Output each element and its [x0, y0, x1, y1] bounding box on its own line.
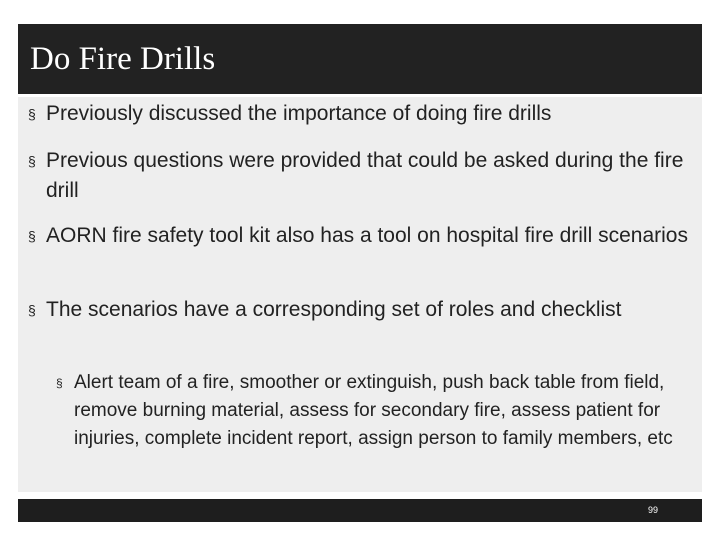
bullet-marker-icon: §: [56, 376, 63, 390]
bullet-item: [28, 146, 700, 206]
bullet-item: [28, 99, 700, 129]
slide-title: Do Fire Drills: [30, 41, 216, 77]
sub-bullet-item: [56, 369, 686, 453]
bullet-text: The scenarios have a corresponding set of roles and checklist: [46, 298, 622, 321]
bullet-item: [28, 221, 700, 251]
bullet-marker-icon: §: [28, 106, 36, 122]
bullet-marker-icon: §: [28, 302, 36, 318]
footer-bar: [18, 499, 702, 522]
bullet-marker-icon: §: [28, 228, 36, 244]
title-bar: [18, 24, 702, 94]
sub-bullet-text: Alert team of a fire, smoother or extinguish, push back table from field, remove burning material, assess for secondary fire, assess patient for injuries, complete incident report, assign person to family members, etc: [74, 372, 673, 449]
bullet-text: Previous questions were provided that could be asked during the fire drill: [46, 149, 684, 202]
bullet-item: [28, 295, 700, 325]
bullet-text: AORN fire safety tool kit also has a tool on hospital fire drill scenarios: [46, 224, 688, 247]
bullet-marker-icon: §: [28, 153, 36, 169]
content-area: [18, 97, 702, 492]
page-number: 99: [647, 505, 658, 515]
bullet-text: Previously discussed the importance of doing fire drills: [46, 102, 552, 125]
